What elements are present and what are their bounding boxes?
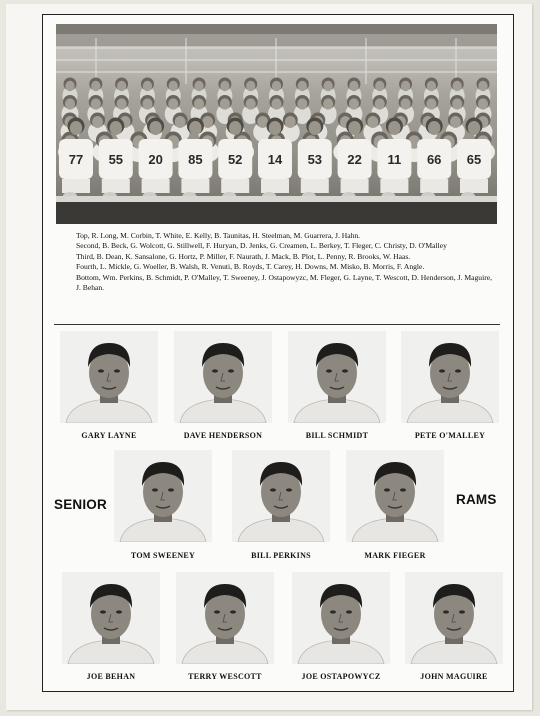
portrait-photo	[176, 572, 274, 664]
portrait-mark-fieger	[346, 450, 444, 542]
eye	[100, 610, 106, 613]
front-player-face	[348, 121, 360, 135]
portrait-gary-layne	[60, 331, 158, 423]
eye	[326, 369, 332, 372]
eye	[116, 610, 122, 613]
portrait-bill-schmidt	[288, 331, 386, 423]
portrait-joe-ostapowycz	[292, 572, 390, 664]
portrait-photo	[60, 331, 158, 423]
name-bill-perkins: BILL PERKINS	[251, 551, 311, 560]
front-player-pants	[420, 179, 448, 193]
name-tom-sweeney: TOM SWEENEY	[130, 551, 196, 560]
player-face	[246, 81, 255, 91]
front-player-face	[229, 121, 241, 135]
front-player-face	[468, 121, 480, 135]
player-face	[427, 81, 436, 91]
jersey-number: 85	[188, 152, 203, 167]
player-face	[349, 81, 358, 91]
team-photo	[56, 24, 497, 224]
player-face	[426, 98, 436, 109]
eye	[230, 610, 236, 613]
eye	[342, 369, 348, 372]
player-face	[453, 81, 462, 91]
player-face	[220, 98, 230, 109]
jersey-number: 53	[307, 152, 323, 167]
eye	[384, 488, 390, 491]
front-player-pants	[261, 179, 289, 193]
eye	[439, 369, 445, 372]
eye	[330, 610, 336, 613]
front-player-face	[149, 121, 161, 135]
player-face	[478, 81, 487, 91]
front-player-pants	[181, 179, 209, 193]
player-face	[91, 98, 101, 109]
front-player-pants	[102, 179, 130, 193]
player-face	[220, 81, 229, 91]
portrait-photo	[114, 450, 212, 542]
player-face	[401, 81, 410, 91]
player-face	[285, 116, 296, 128]
player-face	[478, 98, 488, 109]
caption-row-fourth: Fourth, L. Mickle, G. Woeller, B. Walsh, R. Venuti, B. Royds, T. Carey, H. Downs, M. Misko, B. Morris, F. Angle.	[76, 262, 425, 272]
player-face	[297, 98, 307, 109]
front-player-face	[309, 121, 321, 135]
player-face	[168, 98, 178, 109]
caption-row-second: Second, B. Beck, G. Wolcott, G. Stillwell, F. Huryan, D. Jenks, G. Creamen, L. Berkey, T. Fleger, C. Christy, D. O'Malley	[76, 241, 447, 251]
portrait-photo	[62, 572, 160, 664]
name-terry-wescott: TERRY WESCOTT	[188, 672, 262, 681]
portrait-john-maguire	[405, 572, 503, 664]
portrait-bill-perkins	[232, 450, 330, 542]
player-face	[452, 98, 462, 109]
eye	[228, 369, 234, 372]
player-face	[323, 81, 332, 91]
eye	[455, 369, 461, 372]
jersey-number: 65	[466, 152, 482, 167]
name-bill-schmidt: BILL SCHMIDT	[305, 431, 369, 440]
front-player-pants	[341, 179, 369, 193]
front-player-pants	[301, 179, 329, 193]
front-player-pants	[460, 179, 488, 193]
eye	[114, 369, 120, 372]
player-face	[367, 116, 378, 128]
eye	[212, 369, 218, 372]
front-player-face	[388, 121, 400, 135]
portrait-photo	[401, 331, 499, 423]
caption-row-bottom: Bottom, Wm. Perkins, B. Schmidt, P. O'Malley, T. Sweeney, J. Ostapowyzc, M. Fleger, G. Layne, T. Wescott, D. Henderson, J. Maguire, J. Behan.	[76, 272, 492, 293]
team-caption	[76, 231, 492, 293]
jersey-number: 20	[148, 152, 163, 167]
jersey-number: 22	[347, 152, 362, 167]
portrait-photo	[405, 572, 503, 664]
eye	[270, 488, 276, 491]
eye	[214, 610, 220, 613]
player-face	[375, 81, 384, 91]
jersey-number: 14	[267, 152, 283, 167]
front-player-face	[189, 121, 201, 135]
front-player-face	[70, 121, 82, 135]
player-face	[169, 81, 178, 91]
name-gary-layne: GARY LAYNE	[81, 431, 137, 440]
player-face	[450, 116, 461, 128]
headline-rams: RAMS	[456, 492, 497, 507]
jersey-number: 66	[426, 152, 442, 167]
portrait-photo	[174, 331, 272, 423]
jersey-number: 77	[68, 152, 84, 167]
player-face	[65, 81, 74, 91]
name-john-maguire: JOHN MAGUIRE	[420, 672, 488, 681]
portrait-photo	[292, 572, 390, 664]
eye	[459, 610, 465, 613]
front-player-pants	[221, 179, 249, 193]
portrait-terry-wescott	[176, 572, 274, 664]
player-face	[117, 81, 126, 91]
eye	[286, 488, 292, 491]
player-face	[194, 98, 204, 109]
front-player-face	[110, 121, 122, 135]
player-face	[349, 98, 359, 109]
front-player-face	[269, 121, 281, 135]
eye	[443, 610, 449, 613]
player-face	[65, 98, 75, 109]
portrait-photo	[346, 450, 444, 542]
caption-row-third: Third, B. Dean, K. Sansalone, G. Hortz, P. Miller, F. Naurath, J. Mack, B. Plot, L. Penny, R. Brooks, W. Haas.	[76, 251, 411, 261]
portrait-photo	[288, 331, 386, 423]
player-face	[271, 98, 281, 109]
team-photo-graphic	[56, 24, 497, 224]
player-face	[401, 98, 411, 109]
portrait-pete-omalley	[401, 331, 499, 423]
headline-senior: SENIOR	[54, 497, 107, 512]
name-joe-behan: JOE BEHAN	[86, 672, 136, 681]
player-face	[175, 116, 186, 128]
player-face	[246, 98, 256, 109]
front-player-pants	[62, 179, 90, 193]
front-player-face	[428, 121, 440, 135]
name-mark-fieger: MARK FIEGER	[364, 551, 426, 560]
player-face	[142, 98, 152, 109]
portrait-tom-sweeney	[114, 450, 212, 542]
player-face	[117, 98, 127, 109]
player-face	[272, 81, 281, 91]
section-divider	[54, 324, 500, 325]
front-player-pants	[380, 179, 408, 193]
player-face	[375, 98, 385, 109]
portrait-photo	[232, 450, 330, 542]
player-face	[323, 98, 333, 109]
player-face	[194, 81, 203, 91]
eye	[400, 488, 406, 491]
eye	[152, 488, 158, 491]
player-face	[143, 81, 152, 91]
player-face	[91, 81, 100, 91]
caption-row-top: Top, R. Long, M. Corbin, T. White, E. Kelly, B. Taunitas, H. Steelman, M. Guarrera, J. Hahn.	[76, 231, 361, 240]
portrait-joe-behan	[62, 572, 160, 664]
name-joe-ostapowycz: JOE OSTAPOWYCZ	[301, 672, 381, 681]
portrait-dave-henderson	[174, 331, 272, 423]
jersey-number: 11	[387, 152, 402, 167]
name-pete-omalley: PETE O'MALLEY	[414, 431, 486, 440]
eye	[98, 369, 104, 372]
jersey-number: 55	[108, 152, 124, 167]
name-dave-henderson: DAVE HENDERSON	[183, 431, 263, 440]
eye	[168, 488, 174, 491]
player-face	[92, 116, 103, 128]
jersey-number: 52	[227, 152, 243, 167]
front-player-pants	[142, 179, 170, 193]
player-face	[298, 81, 307, 91]
eye	[346, 610, 352, 613]
